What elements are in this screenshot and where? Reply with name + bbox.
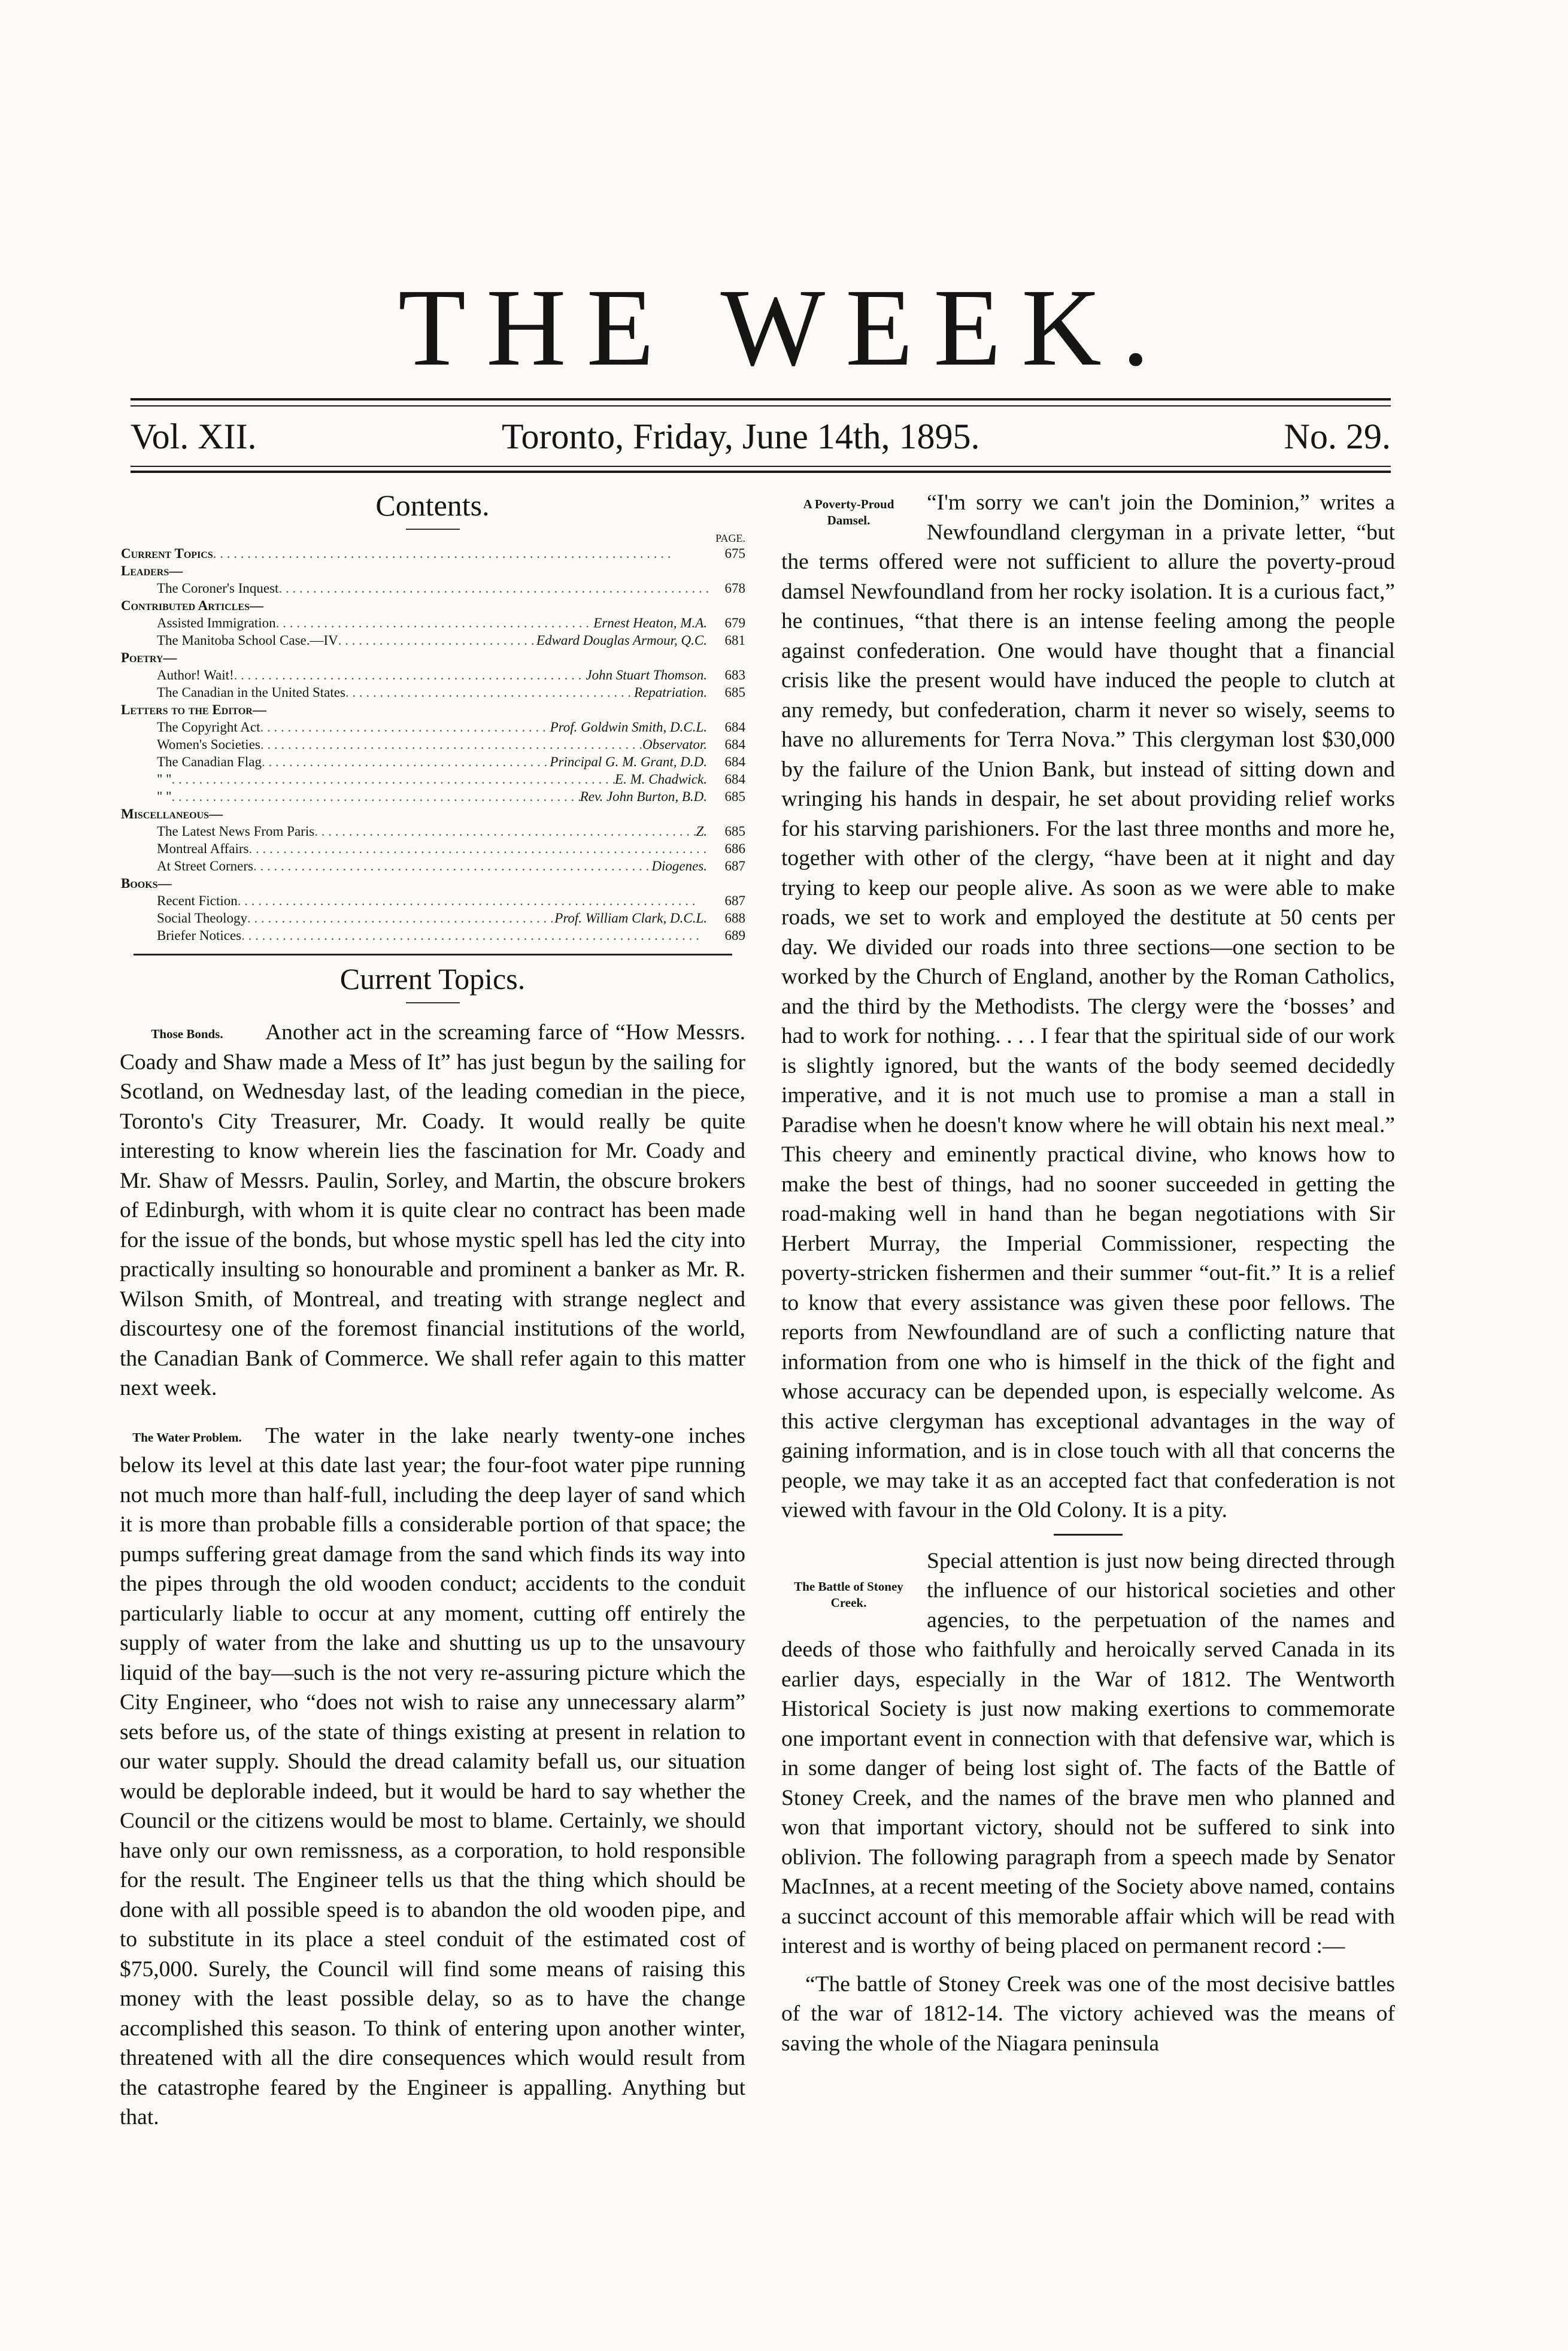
- toc-entry-title: " ": [157, 772, 172, 787]
- toc-entry: [133, 840, 745, 857]
- toc-page-number: 685: [724, 824, 745, 839]
- toc-leader-dots: [253, 857, 651, 875]
- toc-entry: [133, 753, 745, 770]
- toc-page-number: 685: [724, 685, 745, 700]
- toc-section-name: Letters to the Editor—: [121, 702, 266, 717]
- toc-entry-title: The Latest News From Paris: [157, 824, 315, 839]
- toc-entry-author: Ernest Heaton, M.A.: [593, 615, 707, 630]
- article-body: The water in the lake nearly twenty-one inches below its level at this date last year; the four-foot water pipe running not much more than half-full, including the deep layer of sand which it is more than probable fills a considerable portion of that space; the pumps suffering great damage from the sand which finds its way into the pipes through the old wooden conduct; accidents to the conduit particularly liable to occur at any moment, cutting off entirely the supply of water from the lake and shutting us up to the unsavoury liquid of the bay—such is the not very re-assuring picture which the City Engineer, who “does not wish to raise any unnecessary alarm” sets before us, of the state of things existing at present in relation to our water supply. Should the dread calamity befall us, our situation would be deplorable indeed, but it would be hard to say whether the Council or the citizens would be most to blame. Certainly, we should have only our own remissness, as a corporation, to hold responsible for the result. The Engineer tells us that the thing which should be done with all possible speed is to abandon the old wooden pipe, and to substitute in its place a steel conduit of the estimated cost of $75,000. Surely, the Council will find some means of raising this money with the least possible delay, so as to have the change accomplished this season. To think of entering upon another winter, threatened with all the dire consequences which would result from the catastrophe feared by the Engineer is appalling. Anything but that.: [120, 1423, 745, 2129]
- toc-page-number: 683: [724, 668, 745, 682]
- toc-page-number: 684: [724, 754, 745, 769]
- toc-section-name: Contributed Articles—: [121, 598, 263, 613]
- article-divider: [1054, 1534, 1123, 1536]
- page-column-label: PAGE.: [715, 532, 745, 544]
- article-battle-of-stoney-creek: [781, 1546, 1395, 2059]
- toc-entry-author: Prof. Goldwin Smith, D.C.L.: [550, 720, 707, 735]
- toc-entry: [133, 632, 745, 649]
- toc-entry-title: " ": [157, 789, 172, 804]
- toc-page-number: 688: [724, 911, 745, 926]
- toc-leader-dots: [260, 718, 550, 736]
- toc-entry-title: Author! Wait!: [157, 668, 234, 682]
- toc-entry: [133, 666, 745, 684]
- contents-block: [120, 488, 745, 944]
- toc-page-number: 675: [724, 546, 745, 561]
- toc-leader-dots: [262, 753, 550, 770]
- toc-entry-title: The Coroner's Inquest: [157, 581, 279, 596]
- toc-section-row: [121, 701, 745, 718]
- masthead-rule-top: [131, 398, 1391, 401]
- toc-entry-author: John Stuart Thomson.: [586, 668, 707, 682]
- toc-entry: [133, 684, 745, 701]
- toc-entry-title: Briefer Notices: [157, 928, 242, 943]
- toc-entry-title: Women's Societies: [157, 737, 260, 752]
- toc-section-name: Books—: [121, 876, 172, 891]
- toc-leader-dots: [278, 580, 711, 597]
- toc-leader-dots: [241, 927, 711, 944]
- toc-entry-author: Z.: [696, 824, 707, 839]
- current-topics-heading: Current Topics.: [339, 962, 526, 996]
- toc-page-number: 686: [724, 841, 745, 856]
- toc-entry: [133, 770, 745, 788]
- right-column: [781, 488, 1395, 2058]
- toc-leader-dots: [249, 840, 711, 857]
- toc-leader-dots: [172, 770, 615, 788]
- toc-section-row: [121, 597, 745, 614]
- toc-section-row: [121, 562, 745, 580]
- toc-entry-author: Principal G. M. Grant, D.D.: [550, 754, 707, 769]
- toc-section-row: [121, 649, 745, 666]
- masthead-title: THE WEEK.: [398, 266, 1170, 389]
- toc-entry: [133, 788, 745, 805]
- toc-entry: [133, 718, 745, 736]
- toc-leader-dots: [238, 892, 711, 909]
- toc-page-number: 689: [724, 928, 745, 943]
- quoted-passage: “The battle of Stoney Creek was one of the most decisive battles of the war of 1812-14. The victory achieved was the means of saving the whole of the Niagara peninsula: [781, 1971, 1395, 2056]
- toc-page-number: 684: [724, 737, 745, 752]
- toc-page-number: 684: [724, 720, 745, 735]
- toc-page-number: 687: [724, 859, 745, 873]
- issue-date: Toronto, Friday, June 14th, 1895.: [502, 417, 980, 456]
- article-body: “I'm sorry we can't join the Dominion,” writes a Newfoundland clergyman in a private letter, “but the terms offered were not sufficient to allure the poverty-proud damsel Newfoundland from her rocky isolation. It is a curious fact,” he continues, “that there is an intense feeling among the people against confederation. One would have thought that a financial crisis like the present would have induced the people to clutch at any remedy, but confederation, charm it never so wisely, seems to have no allurements for Terra Nova.” This clergyman lost $30,000 by the failure of the Union Bank, but instead of sitting down and wringing his hands in despair, he set about providing relief works for his starving parishioners. For the last three months and more he, together with other of the clergy, “have been at it night and day trying to keep our people alive. As soon as we were able to make roads, we set to work and employed the destitute at 50 cents per day. We divided our roads into three sections—one section to be worked by the Church of England, another by the Roman Catholics, and the third by the Methodists. The clergy were the ‘bosses’ and had to work for nothing. . . . I fear that the spiritual side of our work is slightly ignored, but the wants of the body seemed decidedly imperative, and it is not much use to promise a man a stall in Paradise when he doesn't know where he will obtain his next meal.” This cheery and eminently practical divine, who knows how to make the best of things, had no sooner succeeded in getting the road-making well in hand than he began negotiations with Sir Herbert Murray, the Imperial Commissioner, respecting the poverty-stricken fishermen and their summer “out-fit.” It is a relief to know that every assistance was given these poor fellows. The reports from Newfoundland are of such a conflicting nature that information from one who is himself in the thick of the fight and whose accuracy can be depended upon, is especially welcome. As this active clergyman has exceptional advantages in the way of gaining information, and is in close touch with all that concerns the people, we may take it as an accepted fact that confederation is not viewed with favour in the Old Colony. It is a pity.: [781, 490, 1395, 1522]
- toc-entry: [133, 909, 745, 927]
- dateline-rule-bottom: [131, 471, 1391, 473]
- left-column: [120, 488, 745, 2132]
- toc-entry-author: Diogenes.: [651, 859, 707, 873]
- toc-leader-dots: [234, 666, 586, 684]
- toc-page-number: 685: [724, 789, 745, 804]
- toc-section-row: [121, 545, 745, 562]
- toc-entry-title: Montreal Affairs: [157, 841, 249, 856]
- toc-page-number: 679: [724, 615, 745, 630]
- toc-leader-dots: [247, 909, 554, 927]
- dateline-rule-thin: [131, 466, 1391, 467]
- contents-heading: Contents.: [375, 489, 490, 522]
- toc-entry-title: Recent Fiction: [157, 893, 238, 908]
- toc-page-number: 687: [724, 893, 745, 908]
- toc-entry-title: The Canadian in the United States: [157, 685, 345, 700]
- toc-page-number: 681: [724, 633, 745, 648]
- dateline: [131, 416, 1391, 458]
- toc-section-name: Miscellaneous—: [121, 806, 223, 821]
- toc-page-number: 684: [724, 772, 745, 787]
- toc-leader-dots: [314, 823, 696, 840]
- toc-section-name: Leaders—: [121, 563, 183, 578]
- side-heading: The Water Problem.: [132, 1430, 242, 1445]
- toc-entry-title: At Street Corners: [157, 859, 253, 873]
- toc-entry-author: Prof. William Clark, D.C.L.: [554, 911, 707, 926]
- toc-entry: [133, 892, 745, 909]
- contents-bottom-rule: [134, 954, 732, 955]
- toc-section-name: Current Topics: [121, 546, 213, 561]
- toc-leader-dots: [172, 788, 580, 805]
- article-poverty-proud-damsel: [781, 488, 1395, 1525]
- side-heading: The Battle of Stoney Creek.: [794, 1579, 903, 1610]
- toc-entry-author: Repatriation.: [633, 685, 707, 700]
- contents-heading-rule: [406, 529, 460, 530]
- toc-entry: [133, 614, 745, 632]
- toc-entry-title: Social Theology: [157, 911, 247, 926]
- toc-entry: [133, 580, 745, 597]
- toc-entry-title: The Manitoba School Case.—IV: [157, 633, 338, 648]
- toc-entry: [133, 736, 745, 753]
- issue-number: No. 29.: [1284, 417, 1391, 456]
- masthead-rule-top-thin: [131, 405, 1391, 407]
- toc-entry-title: The Canadian Flag: [157, 754, 262, 769]
- toc-leader-dots: [345, 684, 634, 701]
- table-of-contents: [120, 545, 745, 944]
- toc-section-row: [121, 875, 745, 892]
- article-those-bonds: [120, 1018, 745, 1403]
- toc-page-number: 678: [724, 581, 745, 596]
- volume-label: Vol. XII.: [131, 417, 257, 456]
- toc-entry-title: The Copyright Act: [157, 720, 260, 735]
- side-heading: Those Bonds.: [151, 1027, 223, 1041]
- article-body: Another act in the screaming farce of “How Messrs. Coady and Shaw made a Mess of It” has just begun by the sailing for Scotland, on Wednesday last, of the leading comedian in the piece, Toronto's City Treasurer, Mr. Coady. It would really be quite interesting to know wherein lies the fascination for Mr. Coady and Mr. Shaw of Messrs. Paulin, Sorley, and Martin, the obscure brokers of Edinburgh, with whom it is quite clear no contract has been made for the issue of the bonds, but whose mystic spell has led the city into practically insulting so honourable and prominent a banker as Mr. R. Wilson Smith, of Montreal, and treating with strange neglect and discourtesy one of the foremost financial institutions of the world, the Canadian Bank of Commerce. We shall refer again to this matter next week.: [120, 1020, 745, 1400]
- side-heading: A Poverty-Proud Damsel.: [803, 497, 894, 527]
- toc-section-name: Poetry—: [121, 650, 177, 665]
- toc-entry-author: E. M. Chadwick.: [615, 772, 707, 787]
- article-body: Special attention is just now being directed through the influence of our historical societies and other agencies, to the perpetuation of the names and deeds of those who faithfully and heroically served Canada in its earlier days, especially in the War of 1812. The Wentworth Historical Society is just now making exertions to commemorate one important event in connection with that defensive war, which is in some danger of being lost sight of. The facts of the Battle of Stoney Creek, and the names of the brave men who planned and won that important victory, should not be suffered to sink into oblivion. The following paragraph from a speech made by Senator MacInnes, at a recent meeting of the Society above named, contains a succinct account of this memorable affair which will be read with interest and is worthy of being placed on permanent record :—: [781, 1548, 1395, 1958]
- toc-entry-author: Rev. John Burton, B.D.: [580, 789, 707, 804]
- toc-entry: [133, 823, 745, 840]
- article-water-problem: [120, 1421, 745, 2132]
- current-topics-heading-rule: [406, 1002, 460, 1003]
- toc-entry-title: Assisted Immigration: [157, 615, 276, 630]
- toc-leader-dots: [276, 614, 594, 632]
- toc-entry: [133, 927, 745, 944]
- toc-entry-author: Observator.: [642, 737, 707, 752]
- toc-entry: [133, 857, 745, 875]
- toc-entry-author: Edward Douglas Armour, Q.C.: [536, 633, 707, 648]
- toc-section-row: [121, 805, 745, 823]
- toc-leader-dots: [338, 632, 536, 649]
- toc-leader-dots: [260, 736, 642, 753]
- toc-leader-dots: [213, 545, 711, 562]
